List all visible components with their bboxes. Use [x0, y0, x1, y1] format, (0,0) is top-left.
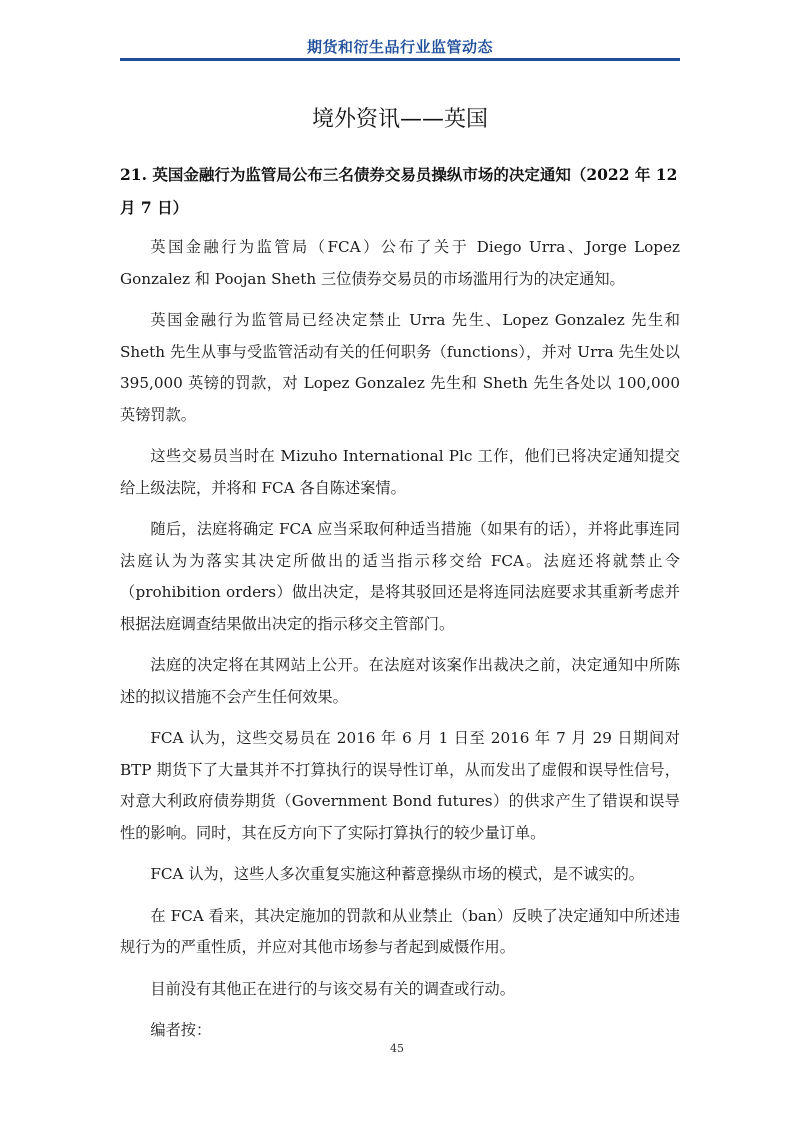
- article-body: [120, 232, 680, 1047]
- paragraph: 这些交易员当时在 Mizuho International Plc 工作，他们已将决定通知提交给上级法院，并将和 FCA 各自陈述案情。: [120, 447, 680, 497]
- paragraph: 法庭的决定将在其网站上公开。在法庭对该案作出裁决之前，决定通知中所陈述的拟议措施不会产生任何效果。: [120, 656, 680, 706]
- paragraph: FCA 认为，这些交易员在 2016 年 6 月 1 日至 2016 年 7 月 29 日期间对 BTP 期货下了大量其并不打算执行的误导性订单，从而发出了虚假和误导性信号，对意大利政府债券期货（Government Bond futures）的供求产生了错误和误导性的影响。同时，其在反方向下了实际打算执行的较少量订单。: [120, 729, 680, 842]
- paragraph: 随后，法庭将确定 FCA 应当采取何种适当措施（如果有的话），并将此事连同法庭认为为落实其决定所做出的适当指示移交给 FCA。法庭还将就禁止令（prohibition orders）做出决定，是将其驳回还是将连同法庭要求其重新考虑并根据法庭调查结果做出决定的指示移交主管部门。: [120, 520, 680, 633]
- paragraph: 在 FCA 看来，其决定施加的罚款和从业禁止（ban）反映了决定通知中所述违规行为的严重性质，并应对其他市场参与者起到威慑作用。: [120, 906, 680, 956]
- header-divider: [120, 58, 680, 61]
- section-title: 境外资讯——英国: [311, 107, 488, 132]
- editor-note-label: 编者按：: [150, 1021, 212, 1039]
- running-header-title: 期货和衍生品行业监管动态: [306, 38, 493, 56]
- article-heading: 21. 英国金融行为监管局公布三名债券交易员操纵市场的决定通知（2022 年 12 月 7 日）: [120, 165, 678, 217]
- paragraph: 目前没有其他正在进行的与该交易有关的调查或行动。: [150, 979, 515, 998]
- page-number: 45: [390, 1042, 404, 1055]
- paragraph: 英国金融行为监管局（FCA）公布了关于 Diego Urra、Jorge Lopez Gonzalez 和 Poojan Sheth 三位债券交易员的市场滥用行为的决定通知。: [120, 238, 680, 288]
- paragraph: 英国金融行为监管局已经决定禁止 Urra 先生、Lopez Gonzalez 先生和 Sheth 先生从事与受监管活动有关的任何职务（functions），并对 Urra 先生处以 395,000 英镑的罚款，对 Lopez Gonzalez 先生和 Sheth 先生各处以 100,000 英镑罚款。: [120, 311, 680, 424]
- paragraph: FCA 认为，这些人多次重复实施这种蓄意操纵市场的模式，是不诚实的。: [150, 865, 644, 883]
